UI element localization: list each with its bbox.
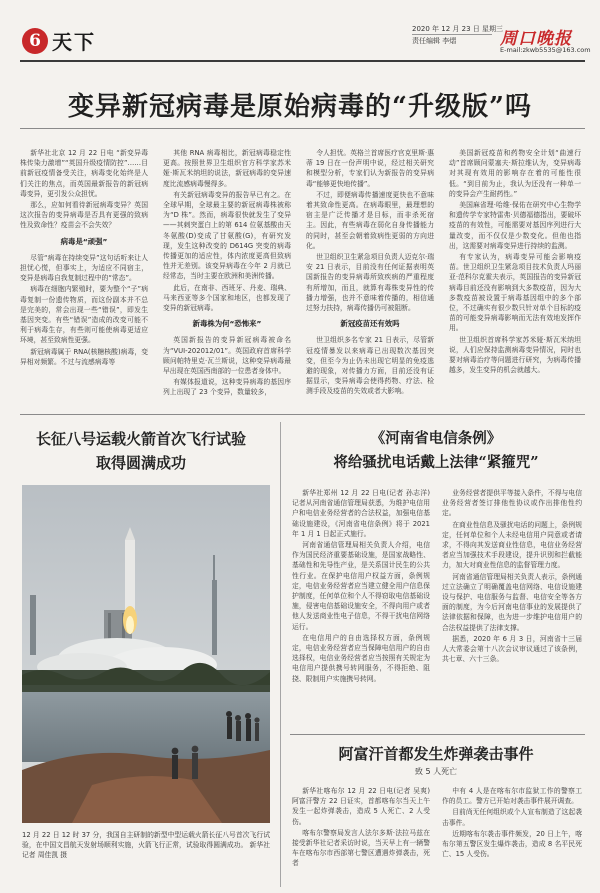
subheading: 病毒是“顽强” — [60, 236, 108, 246]
paragraph: 尽管“病毒在持续变异”这句话听来让人担忧心慌，但事实上，为适应不同宿主，变异是病毒自我复制过程中的“常态”。 — [20, 253, 148, 283]
story1-column-1 — [20, 148, 148, 406]
section-divider — [20, 414, 585, 415]
caption-text: 12 月 22 日 12 时 37 分，我国自主研制的新型中型运载火箭长征八号首次飞行试验，在中国文昌航天发射场顺利实施，火箭飞行正常，试验取得圆满成功。 — [22, 831, 270, 849]
kabul-headline: 阿富汗首都发生炸弹袭击事件 — [338, 745, 534, 763]
paragraph: 在电信用户的自由选择权方面，条例规定，电信业务经营者应当保障电信用户的自由选择权，电信业务经营者应当按照有关规定为电信用户提供携号转网服务，不得拒绝、阻挠、限制用户实施携号转网。 — [292, 633, 430, 683]
paragraph: 目前尚无任何组织或个人宣布制造了这起袭击事件。 — [442, 808, 582, 827]
headline-divider — [20, 128, 585, 129]
photo-credit: 新华社记者 周佳凯 摄 — [22, 841, 271, 859]
rocket-launch-illustration — [22, 485, 270, 823]
paragraph: 世卫组织首席科学家苏米娅·斯瓦米纳坦说，人们应保持监测病毒变异情况，同时也要对病毒治疗等问题进行研究，为病毒传播越多，发生变异的机会就越大。 — [449, 335, 581, 375]
header-divider — [412, 34, 492, 35]
paragraph: 据悉，2020 年 6 月 3 日，河南省十三届人大常委会第十八次会议审议通过了该条例，共七章、六十三条。 — [442, 634, 582, 664]
paragraph: 有关新冠病毒变异的报告早已有之。在全球早期，全球最主要的新冠病毒株被称为“D 株”。然而，病毒很快就发生了变异——其刺突蛋白上的第 614 位氨基酸由天冬氨酸(D)变成了甘氨酸(G)，有研究发现，发生这种改变的 D614G 突变的病毒传播更加的适应性，体内浓度更高但致病性并无差别。该变异病毒在今年 2 月就已经常态，当时主要在欧洲和美洲传播。 — [163, 190, 291, 281]
paragraph: 英国新报告的变异新冠病毒被命名为“VUI-202012/01”。英国政府首席科学顾问帕特里克·瓦兰斯说，这种变异病毒最早出现在英国西南部的一位患者身体中。 — [163, 336, 291, 376]
telecom-headline-line-1: 《河南省电信条例》 — [370, 430, 502, 447]
story-divider — [290, 734, 585, 735]
paragraph: 新华社郑州 12 月 22 日电(记者 孙志洋)记者从河南省通信管理局获悉，为维护电信用户和电信业务经营者的合法权益，加强电信基础设施建设，《河南省电信条例》将于 2021 年 1 月 1 日起正式施行。 — [292, 489, 430, 538]
section-title: 天下 — [52, 30, 96, 54]
paragraph: 新华社北京 12 月 22 日电 “新变异毒株传染力激增”“英国升级疫情防控”……目前新冠疫情备受关注，病毒变化始终是人们关注的焦点，而英国最新报告的新冠病毒变异，更引发公众担忧。 — [20, 149, 148, 198]
editor-credit: 责任编辑 李熠 — [412, 37, 457, 45]
paragraph: 在商业性信息及骚扰电话的问题上，条例规定，任何单位和个人未经电信用户同意或者请求，不得向其发送商业性信息，电信业务经营者应当加强技术手段建设，提升识别和拦截能力，加大对商业性信息的监督管理力度。 — [442, 520, 582, 570]
main-headline: 变异新冠病毒是原始病毒的“升级版”吗 — [68, 92, 532, 122]
story3-column-2 — [442, 488, 582, 728]
story1-column-4 — [449, 148, 581, 406]
paragraph: 喀布尔警察局发言人法尔多斯·法拉马兹在接受新华社记者采访时说，当天早上有一辆警车在喀布尔市西部第七警区遭遇炸弹袭击，死者 — [292, 828, 430, 868]
paragraph: 河南省通信管理局相关负责人表示，条例通过立法确立了明确覆盖电信网络、电信设施建设与保护、电信服务与监督、电信安全等各方面的制度，为今后河南电信事业的发展提供了法律依据和保障，也为进一步维护电信用户的合法权益提供了法律支撑。 — [442, 572, 582, 632]
paragraph: 那么，应如何看待新冠病毒变异？英国这次报告的变异病毒是否具有更强的致病性及致命性？疫苗会不会失效？ — [20, 201, 148, 230]
subheading: 新毒株为何“恐怖来” — [192, 319, 262, 329]
rocket-launch-photo — [22, 485, 270, 823]
paragraph: 美国新冠疫苗和药物安全计划“曲速行动”首席顾问蒙塞夫·斯拉维认为，变异病毒对其现有效用的影响存在着的可能性很低。“到目前为止，我认为还没有一种单一的变异会产生耐药性。” — [449, 149, 581, 198]
column-divider — [280, 422, 281, 887]
issue-date: 2020 年 12 月 23 日 星期三 — [412, 25, 503, 33]
story1-column-3 — [306, 148, 434, 406]
paragraph: 业务经营者提供平等接入条件，不得与电信业务经营者签订排他性协议或作出排他性约定。 — [442, 489, 582, 518]
page-number-badge: 6 — [22, 28, 48, 54]
paragraph: 世卫组织卫生紧急项目负责人迈克尔·瑞安 21 日表示，目前没有任何证据表明英国新报告的变异病毒所致疾病的严重程度有所增加，而且，就算有毒株变异性的传播力增强，也并不意味着传播的，相信通过努力扶持，病毒传播仍可被阻断。 — [306, 253, 434, 313]
header-rule — [20, 60, 585, 62]
paragraph: 近期喀布尔袭击事件频发，20 日上午，喀布尔第五警区发生爆炸袭击，造成 8 名平民死亡、15 人受伤。 — [442, 829, 582, 859]
newspaper-logo: 周口晚报 — [500, 29, 572, 49]
story4-column-2 — [442, 786, 582, 886]
paragraph: 新华社喀布尔 12 月 22 日电(记者 吴爽)阿富汗警方 22 日证实，首都喀布尔当天上午发生一起炸弹袭击，造成 5 人死亡、2 人受伤。 — [292, 787, 430, 826]
paragraph: 有专家认为，病毒变异可能会影响疫苗。世卫组织卫生紧急项目技术负责人玛丽亚·范科尔克霍夫表示，英国报告的变异新冠病毒目前还没有影响到大多数疫苗，因为大多数疫苗被设置于病毒基因组中的多个部位，不过确实有很少数只针对单个目标的疫苗的可能变异病毒影响而无法有效地发挥作用。 — [449, 253, 581, 333]
paragraph: 其他 RNA 病毒相比，新冠病毒稳定性更高。按照世界卫生组织官方科学家苏米娅·斯瓦米纳坦的说法，新冠病毒的变异速度比流感病毒慢得多。 — [163, 149, 291, 188]
paragraph: 世卫组织多名专家 21 日表示，尽管新冠疫情暴发以来病毒已出现数次基因突变，但至今为止仍未出现它明显的免疫逃避的现象，对传播力方面，目前还没有证据显示，变异病毒会使得药物、疗法、检测手段及疫苗的失效或者大影响。 — [306, 336, 434, 396]
paragraph: 此后，在南非、西班牙、丹麦、瑞典、马来西亚等多个国家和地区，也都发现了变异的新冠病毒。 — [163, 283, 291, 313]
paragraph: 河南省通信管理局相关负责人介绍，电信作为国民经济重要基础设施，是国家战略性、基础性和先导性产业，是关系国计民生的公共性行业。在保护电信用户权益方面，条例规定，电信业务经营者应当建立健全用户信息保护制度，任何单位和个人不得窃取电信基础设施，侵害电信基础设施安全，不得向用户或者他人发送商业性电子信息，不得干扰电信网络运行。 — [292, 541, 430, 631]
telecom-headline-line-2: 将给骚扰电话戴上法律“紧箍咒” — [333, 454, 539, 471]
paragraph: 有媒体报道说，这种变异病毒的基因序列上出现了 23 个变异，数量较多， — [163, 378, 291, 397]
photo-caption — [22, 830, 270, 860]
kabul-subheadline: 致 5 人死亡 — [414, 767, 458, 776]
subheading: 新冠疫苗还有效吗 — [340, 319, 400, 329]
paragraph: 中有 4 人是在喀布尔市监狱工作的警察工作的员工。警方已开始对袭击事件展开调查。 — [442, 787, 582, 806]
story1-column-2 — [163, 148, 291, 406]
paragraph: 令人担忧。英格兰首席医疗官克里斯·惠蒂 19 日在一份声明中说，经过相关研究和模型分析，专家们认为新报告的变异病毒“能够更快地传播”。 — [306, 149, 434, 188]
page-header — [0, 0, 600, 64]
paragraph: 新冠病毒属于 RNA(核糖核酸)病毒，变异相对频繁。不过与流感病毒等 — [20, 347, 148, 366]
paragraph: 病毒在细胞内繁殖时，要为整个“子”病毒复制一份遗传物质，而这份副本并不总是完美的，常会出现一些“错误”，即发生基因突变。有些“错误”造成的改变可能不利于病毒生存，有些则可能使病毒更适应环境，甚至致病性更强。 — [20, 285, 148, 345]
story4-column-1 — [292, 786, 430, 886]
paragraph: 美国麻省理·哈维·保佑在研究中心生物学和遗传学专家特雷弗·贝德福德指出，要破坏疫苗的有效性，可能需要对基因序列进行大量改变，而不仅仅是少数变化。但他也指出，这需要对病毒变异进行持续的监测。 — [449, 201, 581, 250]
contact-email: E-mail:zkwb5535@163.com — [500, 46, 591, 54]
rocket-headline-line-1: 长征八号运载火箭首次飞行试验 — [35, 430, 246, 448]
paragraph: 不过，即便病毒传播速度更快也不意味着其致命性更高。在病毒眼里，最理想的宿主是广泛传播才是目标，而非杀死宿主。因此，有些病毒在弱化自身传播能力的同时，甚至会朝着致病性更弱的方向进化。 — [306, 190, 434, 250]
story3-column-1 — [292, 488, 430, 728]
rocket-headline-line-2: 取得圆满成功 — [95, 454, 186, 472]
